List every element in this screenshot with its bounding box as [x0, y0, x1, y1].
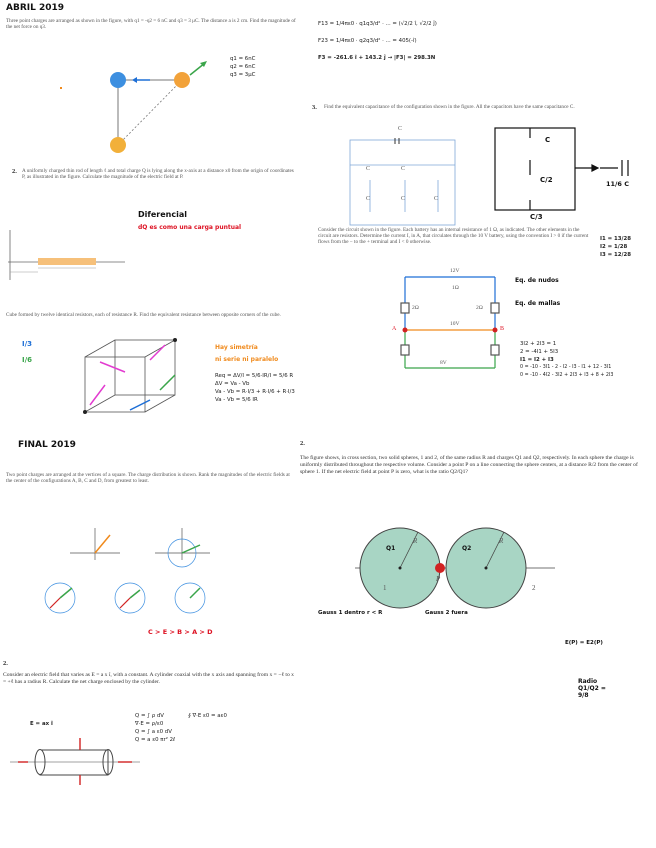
p2-title: Diferencial: [138, 210, 187, 219]
header-final: FINAL 2019: [18, 440, 76, 450]
charged-rod: [38, 258, 96, 265]
p5-current-arrows: [83, 338, 177, 414]
p7-point-p-label: P: [436, 575, 441, 583]
p8-divergence: ∮ ∇·E ε0 = aε0: [188, 713, 227, 719]
p5-resistor-cube: [85, 340, 175, 412]
p4-battery-12v: 12V: [450, 268, 460, 274]
p7-q2-label: Q2: [462, 545, 472, 552]
p4-note-loops: Eq. de mallas: [515, 300, 561, 307]
p8-number: 2.: [3, 660, 8, 667]
p8-field: E = ax î: [30, 721, 53, 727]
p6-statement: Two point charges are arranged at the vertices of a square. The charge distribution is shown. Rank the magnitudes of the electric fields at the center of the configurations A, B, C and D, from greatest to least.: [6, 472, 290, 485]
p7-radius-2: R: [499, 537, 504, 545]
p4-currents: I1 = 13/28 I2 = 1/28 I3 = 12/28: [600, 236, 631, 258]
header-abril: ABRIL 2019: [6, 3, 65, 13]
p7-gauss-2: Gauss 2 fuera: [425, 610, 468, 616]
p2-subtitle: dQ es como una carga puntual: [138, 224, 242, 231]
p3-number: 3.: [312, 104, 317, 111]
p1-statement: Three point charges are arranged as shown in the figure, with q1 = -q2 = 6 nC and q3 = 3 μC. The distance a is 2 cm. Find the magnitude of the net force on q3.: [6, 18, 296, 31]
p7-sphere-2-label: 2: [532, 584, 536, 592]
p4-internal-resistance: 1Ω: [452, 285, 459, 291]
p7-statement: The figure shows, in cross section, two solid spheres, 1 and 2, of the same radius R and charges Q1 and Q2, respectively. In each sphere the charge is uniformly distributed throughout the respective volume. Consider a point P on a line connecting the sphere centers, at a distance R/2 from the center of sphere 1. If the net electric field at point P is zero, what is the ratio Q2/Q1?: [300, 455, 638, 475]
p7-gauss-1: Gauss 1 dentro r < R: [318, 610, 383, 616]
point-p: [435, 563, 445, 573]
p4-statement: Consider the circuit shown in the figure. Each battery has an internal resistance of 1 Ω, as indicated. The other elements in the circuit are resistors. Determine the current I, in A, that circulates through the 10 V battery, using the convention I > 0 if the current flows from the − to the + terminal and I < 0 otherwise.: [318, 227, 589, 246]
p2-statement: A uniformly charged thin rod of length ℓ and total charge Q is lying along the x-axis at a distance x0 from the origin of coordinates P, as illustrated in the figure. Calculate the magnitude of the electric field at P.: [22, 168, 294, 181]
p5-legend-1: I/3: [22, 340, 33, 348]
p7-sphere-1-label: 1: [383, 584, 387, 592]
p7-ratio: Radio Q1/Q2 = 9/8: [578, 678, 606, 699]
p8-statement: Consider an electric field that varies as E = a x î, with a constant. A cylinder coaxial with the x axis and spanning from x = −ℓ to x = +ℓ has a radius R. Calculate the net charge enclosed by the cylinder.: [3, 672, 294, 685]
p5-statement: Cube formed by twelve identical resistors, each of resistance R. Find the equivalent resistance between opposite corners of the cube.: [6, 312, 281, 318]
p3-cap-label: C: [366, 196, 371, 202]
p7-spheres: [355, 528, 555, 608]
p5-legend-2: I/6: [22, 356, 33, 364]
p4-node-b: B: [500, 326, 505, 332]
p3-equivalent-circuit: [495, 128, 628, 210]
p8-cylinder: [10, 738, 140, 785]
p3-cap-label: C: [401, 166, 406, 172]
p3-cap-label: C: [401, 196, 406, 202]
p6-result: C > E > B > A > D: [148, 628, 213, 636]
p3-eq-c3: C/3: [530, 213, 543, 221]
p3-statement: Find the equivalent capacitance of the configuration shown in the figure. All the capacitors have the same capacitance C.: [324, 104, 575, 110]
p4-node-a: A: [392, 326, 397, 332]
p4-resistor-2ohm: 2Ω: [476, 305, 483, 311]
p4-equations: 3I2 + 2I3 = 1 2 = -4I1 + 5I3 I1 = I2 + I3 0 = -10 - 3I1 - 2 - I2 - I3 - I1 + 12 - 3I1 0 = -10 - 4I2 - 3I2 + 2I3 + I3 + 8 + 2I3: [520, 341, 614, 378]
p3-capacitor-network: [350, 138, 455, 225]
q2-charge: [174, 72, 190, 88]
p1-work: F13 = 1/4πε0 · q1q3/d² · ... = (√2/2 î, √2/2 ĵ) F23 = 1/4πε0 · q2q3/d² · ... = 405(-î) F3 = -261.6 î + 143.2 ĵ → |F3| = 298.3N: [318, 21, 437, 61]
p7-equality: E(P) = E2(P): [565, 640, 603, 646]
p3-eq-total: 11/6 C: [606, 180, 629, 188]
p3-cap-label: C: [434, 196, 439, 202]
p4-battery-10v: 10V: [450, 321, 460, 327]
p2-number: 2.: [12, 168, 17, 175]
p4-note-nodes: Eq. de nudos: [515, 277, 559, 284]
p7-radius-1: R: [413, 537, 418, 545]
p3-eq-c: C: [545, 136, 551, 144]
p8-equations: Q = ∫ ρ dV ∇·E = ρ/ε0 Q = ∫ a ε0 dV Q = a ε0 πr² 2ℓ: [135, 713, 176, 743]
q3-charge: [110, 137, 126, 153]
p6-configurations: [45, 528, 210, 613]
p5-note-series: ni serie ni paralelo: [215, 356, 279, 363]
p5-equations: Req = ΔV/I = 5/6·IR/I = 5/6 R ΔV = Va - Vb Va - Vb = R·I/3 + R·I/6 + R·I/3 Va - Vb = 5/6 IR: [215, 373, 295, 403]
p7-number: 2.: [300, 440, 305, 447]
p1-charge-diagram: [60, 61, 207, 153]
q1-charge: [110, 72, 126, 88]
p4-battery-8v: 8V: [440, 360, 447, 366]
p7-q1-label: Q1: [386, 545, 396, 552]
p4-resistor-2ohm: 2Ω: [412, 305, 419, 311]
p3-cap-label: C: [366, 166, 371, 172]
p3-cap-label: C: [398, 126, 403, 132]
p5-note-symmetry: Hay simetría: [215, 344, 258, 351]
p1-values: q1 = 6nC q2 = 6nC q3 = 3μC: [230, 56, 256, 78]
p2-rod-diagram: [8, 230, 125, 280]
p3-eq-c2: C/2: [540, 176, 553, 184]
